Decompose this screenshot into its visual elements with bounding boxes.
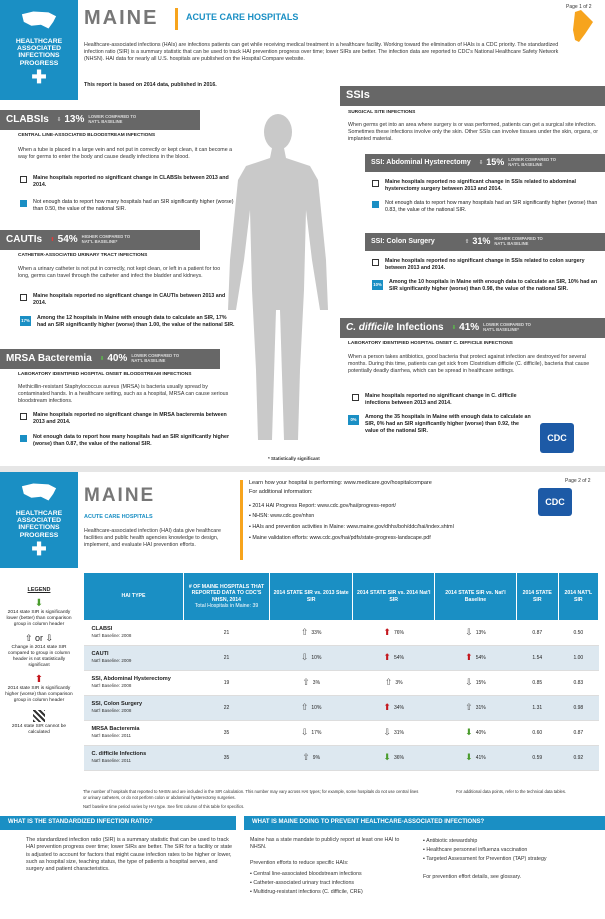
hai-cell — [84, 671, 184, 696]
arrow-up-red-icon: ⬆ — [34, 673, 44, 685]
cauti-compare: HIGHER COMPARED TO NAT'L BASELINE* — [81, 234, 131, 244]
arrow-down-icon: ⇩ — [300, 727, 309, 738]
cauti-percent-box: 17% — [20, 316, 31, 326]
ssi-colon-compare: HIGHER COMPARED TO NAT'L BASELINE — [494, 236, 543, 246]
table-row — [84, 746, 599, 771]
intro-note: This report is based on 2014 data, published in 2016. — [84, 82, 217, 88]
page-number: Page 2 of 2 — [565, 478, 591, 484]
arrow-up-icon: ⬆ — [383, 702, 391, 713]
hai-cell — [84, 621, 184, 646]
hai-baseline: Nat'l Baseline: 2008 — [91, 708, 132, 714]
clabsi-fact-2-text: Not enough data to report how many hospitals had an SIR significantly higher (worse) than 0.50, the value of the national SIR. — [33, 199, 234, 213]
arrow-down-icon: ⬇ — [465, 727, 473, 738]
page-subtitle: ACUTE CARE HOSPITALS — [84, 514, 153, 520]
hai-cell — [84, 746, 184, 771]
vs-natl-cell — [353, 696, 435, 721]
badge-line-4: PROGRESS — [19, 59, 59, 67]
mrsa-fact-2 — [20, 434, 235, 448]
plus-icon: ✚ — [31, 66, 47, 87]
checkbox-icon — [372, 259, 379, 266]
arrow-up-icon: ⬆ — [383, 652, 391, 663]
ssi-hyst-header — [365, 154, 605, 172]
natl-sir: 0.50 — [558, 621, 598, 646]
legend-higher: 2014 state SIR is significantly higher (worse) than comparison group in column header — [5, 686, 73, 703]
badge-line-1: HEALTHCARE — [15, 38, 63, 46]
table-note-3: For additional data points, refer to the technical data tables. — [456, 789, 567, 794]
clabsi-fact-2 — [20, 199, 235, 213]
ssi-header — [340, 86, 605, 106]
us-map-icon — [20, 480, 58, 504]
natl-sir: 0.98 — [558, 696, 598, 721]
checkbox-icon — [20, 176, 27, 183]
clabsi-compare: LOWER COMPARED TO NAT'L BASELINE — [88, 114, 137, 124]
cdiff-compare: LOWER COMPARED TO NAT'L BASELINE* — [483, 322, 531, 332]
links-panel — [240, 480, 565, 560]
badge-line-2: ASSOCIATED — [16, 517, 62, 525]
vs-2013-cell — [270, 671, 353, 696]
maine-map-icon — [567, 10, 597, 44]
ssi-colon-header — [365, 233, 605, 251]
intro-text: Healthcare-associated infection (HAI) data give healthcare facilities and public health agencies knowledge to design, implement, and evaluate HAI prevention efforts. — [84, 528, 221, 549]
hospital-count: 19 — [184, 671, 270, 696]
cauti-fact-1-text: Maine hospitals reported no significant change in CAUTIs between 2013 and 2014. — [33, 293, 226, 307]
hospital-count: 21 — [184, 621, 270, 646]
state-sir: 0.60 — [516, 721, 558, 746]
ssi-colon-percent-box: 10% — [372, 280, 383, 290]
arrow-neutral-icon: ⇧ or ⇩ — [24, 633, 54, 644]
sir-change: 54% — [393, 655, 404, 662]
hai-name: CLABSI — [91, 626, 113, 633]
hai-baseline: Nat'l Baseline: 2008 — [91, 683, 132, 689]
cauti-fact-2 — [20, 315, 235, 329]
sir-change: 41% — [475, 755, 486, 762]
table-row — [84, 721, 599, 746]
link-validation[interactable]: Maine validation efforts: www.cdc.gov/hai/pdfs/state-progress-landscape.pdf — [252, 534, 431, 541]
hai-progress-badge — [0, 472, 78, 568]
arrow-up-icon: ⬆ — [465, 652, 473, 663]
page-subtitle: ACUTE CARE HOSPITALS — [186, 12, 299, 22]
arrow-up-icon: ⇧ — [302, 752, 310, 763]
cauti-fact-2-text: Among the 12 hospitals in Maine with enough data to calculate an SIR, 17% had an SIR significantly higher (worse) than 1.00, the value of the national SIR. — [37, 315, 235, 329]
clabsi-fact-1-text: Maine hospitals reported no significant change in CLABSIs between 2013 and 2014. — [33, 175, 229, 189]
vs-natl-cell — [353, 721, 435, 746]
badge-line-1: HEALTHCARE — [15, 510, 63, 518]
mrsa-title: MRSA Bacteremia — [6, 352, 92, 364]
ssi-colon-fact-1-text: Maine hospitals reported no significant change in SSIs related to colon surgery between 2013 and 2014. — [385, 258, 585, 272]
ssi-hyst-fact-1-text: Maine hospitals reported no significant change in SSIs related to abdominal hysterectomy surgery between 2013 and 2014. — [385, 179, 577, 193]
arrow-up-icon: ⇧ — [384, 677, 393, 688]
sir-change: 40% — [475, 730, 486, 737]
cdiff-title-italic: C. difficile — [346, 321, 394, 333]
cauti-pct: 54% — [57, 233, 78, 245]
mrsa-fact-1 — [20, 412, 235, 426]
link-nhsn[interactable]: NHSN: www.cdc.gov/nhsn — [252, 513, 315, 520]
state-sir: 1.54 — [516, 646, 558, 671]
table-note-1: The number of hospitals that reported to NHSN and are included in the SIR calculation. This number may vary across HAI types; for example, some hospitals do not use central lines or urinary catheters, or do not perform colon or abdominal hysterectomy surgeries. — [83, 789, 419, 800]
sir-change: 33% — [311, 630, 322, 637]
blue-square-icon — [372, 201, 379, 208]
col-state-sir: 2014 STATE SIR — [516, 573, 558, 621]
ssi-colon-pct: 31% — [472, 236, 491, 247]
vs-baseline-cell — [435, 646, 517, 671]
hatched-square-icon — [33, 710, 45, 722]
hai-baseline: Nat'l Baseline: 2011 — [91, 733, 132, 739]
arrow-down-icon: ⇩ — [465, 677, 473, 688]
badge-line-3: INFECTIONS — [18, 52, 60, 60]
sir-change: 36% — [393, 755, 404, 762]
ssi-hyst-compare: LOWER COMPARED TO NAT'L BASELINE — [508, 157, 557, 167]
cdiff-subtitle: LABORATORY IDENTIFIED HOSPITAL ONSET C. DIFFICILE INFECTIONS — [348, 341, 513, 346]
mrsa-compare: LOWER COMPARED TO NAT'L BASELINE — [131, 353, 180, 363]
arrow-up-icon: ⬆ — [50, 236, 55, 243]
sir-explanation: The standardized infection ratio (SIR) is a summary statistic that can be used to track HAI prevention progress over time; lower SIRs are better. The SIR for a facility or state is adjusted to account for factors that might cause infection rates to be higher or lower, such as hospital size, teaching status, the type of patients a hospital serves, and surgery and patient characteristics. — [26, 837, 233, 873]
clabsi-description: When a tube is placed in a large vein and not put in correctly or kept clean, it can become a way for germs to enter the body and cause deadly infections in the blood. — [18, 147, 233, 161]
vs-natl-cell — [353, 646, 435, 671]
intro-text: Healthcare-associated infections (HAIs) are infections patients can get while receiving medical treatment in a healthcare facility. Working toward the elimination of HAIs is a CDC priority. The standardized infection ratio (SIR) is a summary statistic that can be used to track HAI prevention progress over time; lower SIRs are better. The infection data are reported to CDC's National Healthcare Safety Network (NHSN). HAI data for nearly all U.S. hospitals are published on the Hospital Compare website. — [84, 42, 559, 63]
prevention-item: Central line-associated bloodstream infections — [253, 871, 362, 877]
hai-progress-badge — [0, 0, 78, 100]
badge-line-3: INFECTIONS — [18, 524, 60, 532]
ssi-hyst-fact-2 — [372, 200, 600, 214]
sir-change: 54% — [475, 655, 486, 662]
vs-baseline-cell — [435, 621, 517, 646]
vs-2013-cell — [270, 696, 353, 721]
vs-natl-cell — [353, 671, 435, 696]
mrsa-subtitle: LABORATORY IDENTIFIED HOSPITAL ONSET BLOODSTREAM INFECTIONS — [18, 372, 192, 377]
checkbox-icon — [20, 413, 27, 420]
hai-name: C. difficile Infections — [91, 751, 147, 758]
arrow-down-icon: ⇩ — [465, 627, 473, 638]
ssi-hyst-fact-1 — [372, 179, 600, 193]
prevention-list-2: ▪ Antibiotic stewardship ▪ Healthcare personnel influenza vaccination ▪ Targeted Assessment for Prevention (TAP) strategy — [423, 838, 547, 862]
cdiff-fact-1 — [352, 393, 532, 407]
sir-change: 9% — [312, 755, 321, 762]
cdiff-title: Infections — [393, 321, 444, 333]
arrow-up-icon: ⇧ — [464, 238, 470, 245]
vs-baseline-cell — [435, 696, 517, 721]
cdc-logo: CDC — [540, 423, 574, 453]
footnote: * Statistically significant — [268, 456, 320, 461]
vs-natl-cell — [353, 746, 435, 771]
col-vs-natl: 2014 STATE SIR vs. 2014 Nat'l SIR — [353, 573, 435, 621]
arrow-down-icon: ⬇ — [465, 752, 473, 763]
mrsa-description: Methicillin-resistant Staphylococcus aureus (MRSA) is bacteria usually spread by contaminated hands. In a healthcare setting, such as a hospital, MRSA can cause serious bloodstream infections. — [18, 384, 229, 405]
clabsi-title: CLABSIs — [6, 113, 49, 125]
clabsi-subtitle: CENTRAL LINE-ASSOCIATED BLOODSTREAM INFECTIONS — [18, 133, 156, 138]
ssi-title: SSIs — [346, 89, 370, 102]
prevention-list: ▪ Central line-associated bloodstream infections ▪ Catheter-associated urinary tract infections ▪ Multidrug-resistant infections (C. difficile, CRE) — [250, 871, 363, 895]
vs-baseline-cell — [435, 671, 517, 696]
arrow-down-green-icon: ⬇ — [34, 597, 44, 609]
us-map-icon — [20, 8, 58, 32]
cdiff-fact-2 — [348, 414, 532, 435]
sir-change: 76% — [393, 630, 404, 637]
sir-question-banner: WHAT IS THE STANDARDIZED INFECTION RATIO? — [0, 816, 236, 830]
prevention-item: Healthcare personnel influenza vaccination — [426, 847, 528, 853]
arrow-up-icon: ⬆ — [383, 627, 391, 638]
prevention-subtitle: Prevention efforts to reduce specific HAIs: — [250, 860, 349, 866]
cauti-title: CAUTIs — [6, 233, 43, 245]
ssi-colon-fact-2-text: Among the 10 hospitals in Maine with enough data to calculate an SIR, 10% had an SIR significantly higher (worse) than 0.98, the value of the national SIR. — [389, 279, 598, 293]
badge-line-2: ASSOCIATED — [16, 45, 62, 53]
col-hospitals-sub: Total Hospitals in Maine: 39 — [194, 603, 259, 609]
sir-change: 3% — [312, 680, 321, 687]
checkbox-icon — [20, 294, 27, 301]
mrsa-pct: 40% — [107, 352, 128, 364]
maine-question-banner: WHAT IS MAINE DOING TO PREVENT HEALTHCARE-ASSOCIATED INFECTIONS? — [244, 816, 605, 830]
table-row — [84, 671, 599, 696]
arrow-up-icon: ⇧ — [465, 702, 473, 713]
vs-natl-cell — [353, 621, 435, 646]
col-vs-2013: 2014 STATE SIR vs. 2013 State SIR — [270, 573, 353, 621]
ssi-colon-fact-2 — [372, 279, 600, 293]
sir-change: 3% — [395, 680, 403, 687]
col-hai-type: HAI TYPE — [84, 573, 184, 621]
arrow-down-icon: ⇩ — [56, 116, 62, 123]
col-natl-sir: 2014 NAT'L SIR — [558, 573, 598, 621]
hai-cell — [84, 696, 184, 721]
plus-icon: ✚ — [31, 538, 47, 559]
hai-cell — [84, 646, 184, 671]
state-title: MAINE — [84, 7, 159, 29]
sir-change: 10% — [311, 655, 322, 662]
table-row — [84, 646, 599, 671]
arrow-up-icon: ⇧ — [300, 702, 309, 713]
sir-table — [83, 572, 599, 771]
arrow-down-icon: ⇩ — [478, 159, 484, 166]
hai-cell — [84, 721, 184, 746]
hai-name: MRSA Bacteremia — [91, 726, 140, 733]
state-sir: 1.31 — [516, 696, 558, 721]
cdiff-pct: 41% — [459, 321, 480, 333]
vs-2013-cell — [270, 721, 353, 746]
cdiff-percent-box: 0% — [348, 415, 359, 425]
blue-square-icon — [20, 435, 27, 442]
prevention-item: Multidrug-resistant infections (C. difficile, CRE) — [253, 889, 363, 895]
ssi-description: When germs get into an area where surgery is or was performed, patients can get a surgical site infection. Sometimes these infections involve only the skin. Other SSIs can involve tissues under the skin, organs, or implanted material. — [348, 122, 598, 143]
sir-change: 13% — [475, 630, 486, 637]
hai-baseline: Nat'l Baseline: 2008 — [91, 633, 132, 639]
vs-2013-cell — [270, 621, 353, 646]
ssi-colon-fact-1 — [372, 258, 600, 272]
arrow-down-icon: ⬇ — [99, 355, 105, 362]
table-note-2: Nat'l baseline time period varies by HAI type. See first column of this table for specifics. — [83, 804, 245, 809]
prevention-item: Targeted Assessment for Prevention (TAP) strategy — [426, 856, 547, 862]
ssi-colon-title: SSI: Colon Surgery — [371, 237, 435, 245]
hai-name: SSI, Abdominal Hysterectomy — [91, 676, 171, 683]
state-sir: 0.87 — [516, 621, 558, 646]
ssi-subtitle: SURGICAL SITE INFECTIONS — [348, 110, 416, 115]
cdiff-header — [340, 318, 605, 338]
link-progress-report[interactable]: 2014 HAI Progress Report: www.cdc.gov/hai/progress-report/ — [252, 502, 397, 509]
cdiff-description: When a person takes antibiotics, good bacteria that protect against infection are destroyed for several months. During this time, patients can get sick from Clostridium difficile (C. difficile), bacteria that cause potentially deadly diarrhea, which can be spread in healthcare settings. — [348, 354, 590, 375]
checkbox-icon — [372, 180, 379, 187]
ssi-hyst-fact-2-text: Not enough data to report how many hospitals had an SIR significantly higher (worse) than 0.83, the value of the national SIR. — [385, 200, 598, 214]
hospital-count: 21 — [184, 646, 270, 671]
legend-na: 2014 state SIR cannot be calculated — [11, 723, 67, 735]
link-maine-hai[interactable]: HAIs and prevention activities in Maine: www.maine.gov/dhhs/boh/ddc/hai/index.shtml — [252, 523, 454, 530]
legend-neutral: Change in 2014 state SIR compared to group in column header is not statistically significant — [7, 644, 71, 668]
human-silhouette — [218, 110, 338, 450]
sir-change: 31% — [393, 730, 404, 737]
legend-lower: 2014 state SIR is significantly lower (better) than comparison group in column header — [6, 610, 72, 628]
mrsa-header — [0, 349, 220, 369]
hospital-count: 35 — [184, 721, 270, 746]
vs-baseline-cell — [435, 721, 517, 746]
cauti-subtitle: CATHETER-ASSOCIATED URINARY TRACT INFECTIONS — [18, 253, 148, 258]
ssi-hyst-pct: 15% — [486, 157, 505, 168]
cdiff-fact-1-text: Maine hospitals reported no significant change in C. difficile infections between 2013 and 2014. — [365, 393, 517, 407]
legend — [5, 587, 73, 736]
state-title: MAINE — [84, 485, 156, 506]
blue-square-icon — [20, 200, 27, 207]
hai-baseline: Nat'l Baseline: 2009 — [91, 658, 132, 664]
col-hospitals — [184, 573, 270, 621]
prevention-item: Antibiotic stewardship — [426, 838, 478, 844]
vs-2013-cell — [270, 646, 353, 671]
badge-line-4: PROGRESS — [19, 531, 59, 539]
cdiff-fact-2-text: Among the 35 hospitals in Maine with enough data to calculate an SIR, 0% had an SIR significantly higher (worse) than 0.92, the value of the national SIR. — [365, 414, 531, 435]
page-number: Page 1 of 2 — [566, 4, 592, 10]
hospital-count: 22 — [184, 696, 270, 721]
state-sir: 0.85 — [516, 671, 558, 696]
natl-sir: 0.87 — [558, 721, 598, 746]
cauti-fact-1 — [20, 293, 235, 307]
arrow-down-icon: ⬇ — [383, 752, 391, 763]
hai-baseline: Nat'l Baseline: 2011 — [91, 758, 132, 764]
table-row — [84, 696, 599, 721]
mrsa-fact-1-text: Maine hospitals reported no significant change in MRSA bacteremia between 2013 and 2014. — [33, 412, 227, 426]
links-list: ▪ 2014 HAI Progress Report: www.cdc.gov/hai/progress-report/ ▪ NHSN: www.cdc.gov/nhsn ▪ HAIs and prevention activities in Maine: www.maine.gov/dhhs/boh/ddc/hai/index.shtml ▪ Maine validation efforts: www.cdc.gov/hai/pdfs/state-progress-landscape.pdf — [249, 502, 454, 541]
links-title: Learn how your hospital is performing: www.medicare.gov/hospitalcompare — [249, 480, 432, 486]
clabsi-pct: 13% — [64, 113, 85, 125]
legend-title: LEGEND — [27, 587, 51, 593]
cauti-description: When a urinary catheter is not put in correctly, not kept clean, or left in a patient for too long, germs can travel through the catheter and infect the bladder and kidneys. — [18, 266, 221, 280]
clabsi-header — [0, 110, 200, 130]
arrow-down-icon: ⬇ — [451, 324, 457, 331]
arrow-down-icon: ⇩ — [383, 727, 391, 738]
arrow-up-icon: ⇧ — [300, 627, 309, 638]
sir-change: 10% — [311, 705, 322, 712]
checkbox-icon — [352, 394, 359, 401]
hai-name: CAUTI — [91, 651, 109, 658]
mrsa-fact-2-text: Not enough data to report how many hospitals had an SIR significantly higher (worse) than 0.87, the value of the national SIR. — [33, 434, 230, 448]
arrow-up-icon: ⇧ — [302, 677, 310, 688]
sir-change: 15% — [475, 680, 486, 687]
state-sir: 0.59 — [516, 746, 558, 771]
sir-change: 31% — [475, 705, 486, 712]
ssi-hyst-title: SSI: Abdominal Hysterectomy — [371, 158, 471, 166]
maine-mandate: Maine has a state mandate to publicly report at least one HAI to NHSN. — [250, 837, 400, 851]
natl-sir: 1.00 — [558, 646, 598, 671]
page-two — [0, 472, 605, 919]
sir-change: 34% — [393, 705, 404, 712]
sir-change: 17% — [311, 730, 322, 737]
col-vs-baseline: 2014 STATE SIR vs. Nat'l Baseline — [435, 573, 517, 621]
table-row — [84, 621, 599, 646]
arrow-down-icon: ⇩ — [300, 652, 309, 663]
vs-2013-cell — [270, 746, 353, 771]
natl-sir: 0.83 — [558, 671, 598, 696]
clabsi-fact-1 — [20, 175, 235, 189]
hospital-count: 35 — [184, 746, 270, 771]
natl-sir: 0.92 — [558, 746, 598, 771]
cdc-logo: CDC — [538, 488, 572, 516]
cauti-header — [0, 230, 200, 250]
hai-name: SSI, Colon Surgery — [91, 701, 143, 708]
links-subtitle: For additional information: — [249, 488, 313, 495]
col-hospitals-label: # OF MAINE HOSPITALS THAT REPORTED DATA TO CDC'S NHSN, 2014 — [188, 583, 265, 603]
vs-baseline-cell — [435, 746, 517, 771]
prevention-more: For prevention effort details, see glossary. — [423, 874, 522, 880]
prevention-item: Catheter-associated urinary tract infections — [253, 880, 355, 886]
